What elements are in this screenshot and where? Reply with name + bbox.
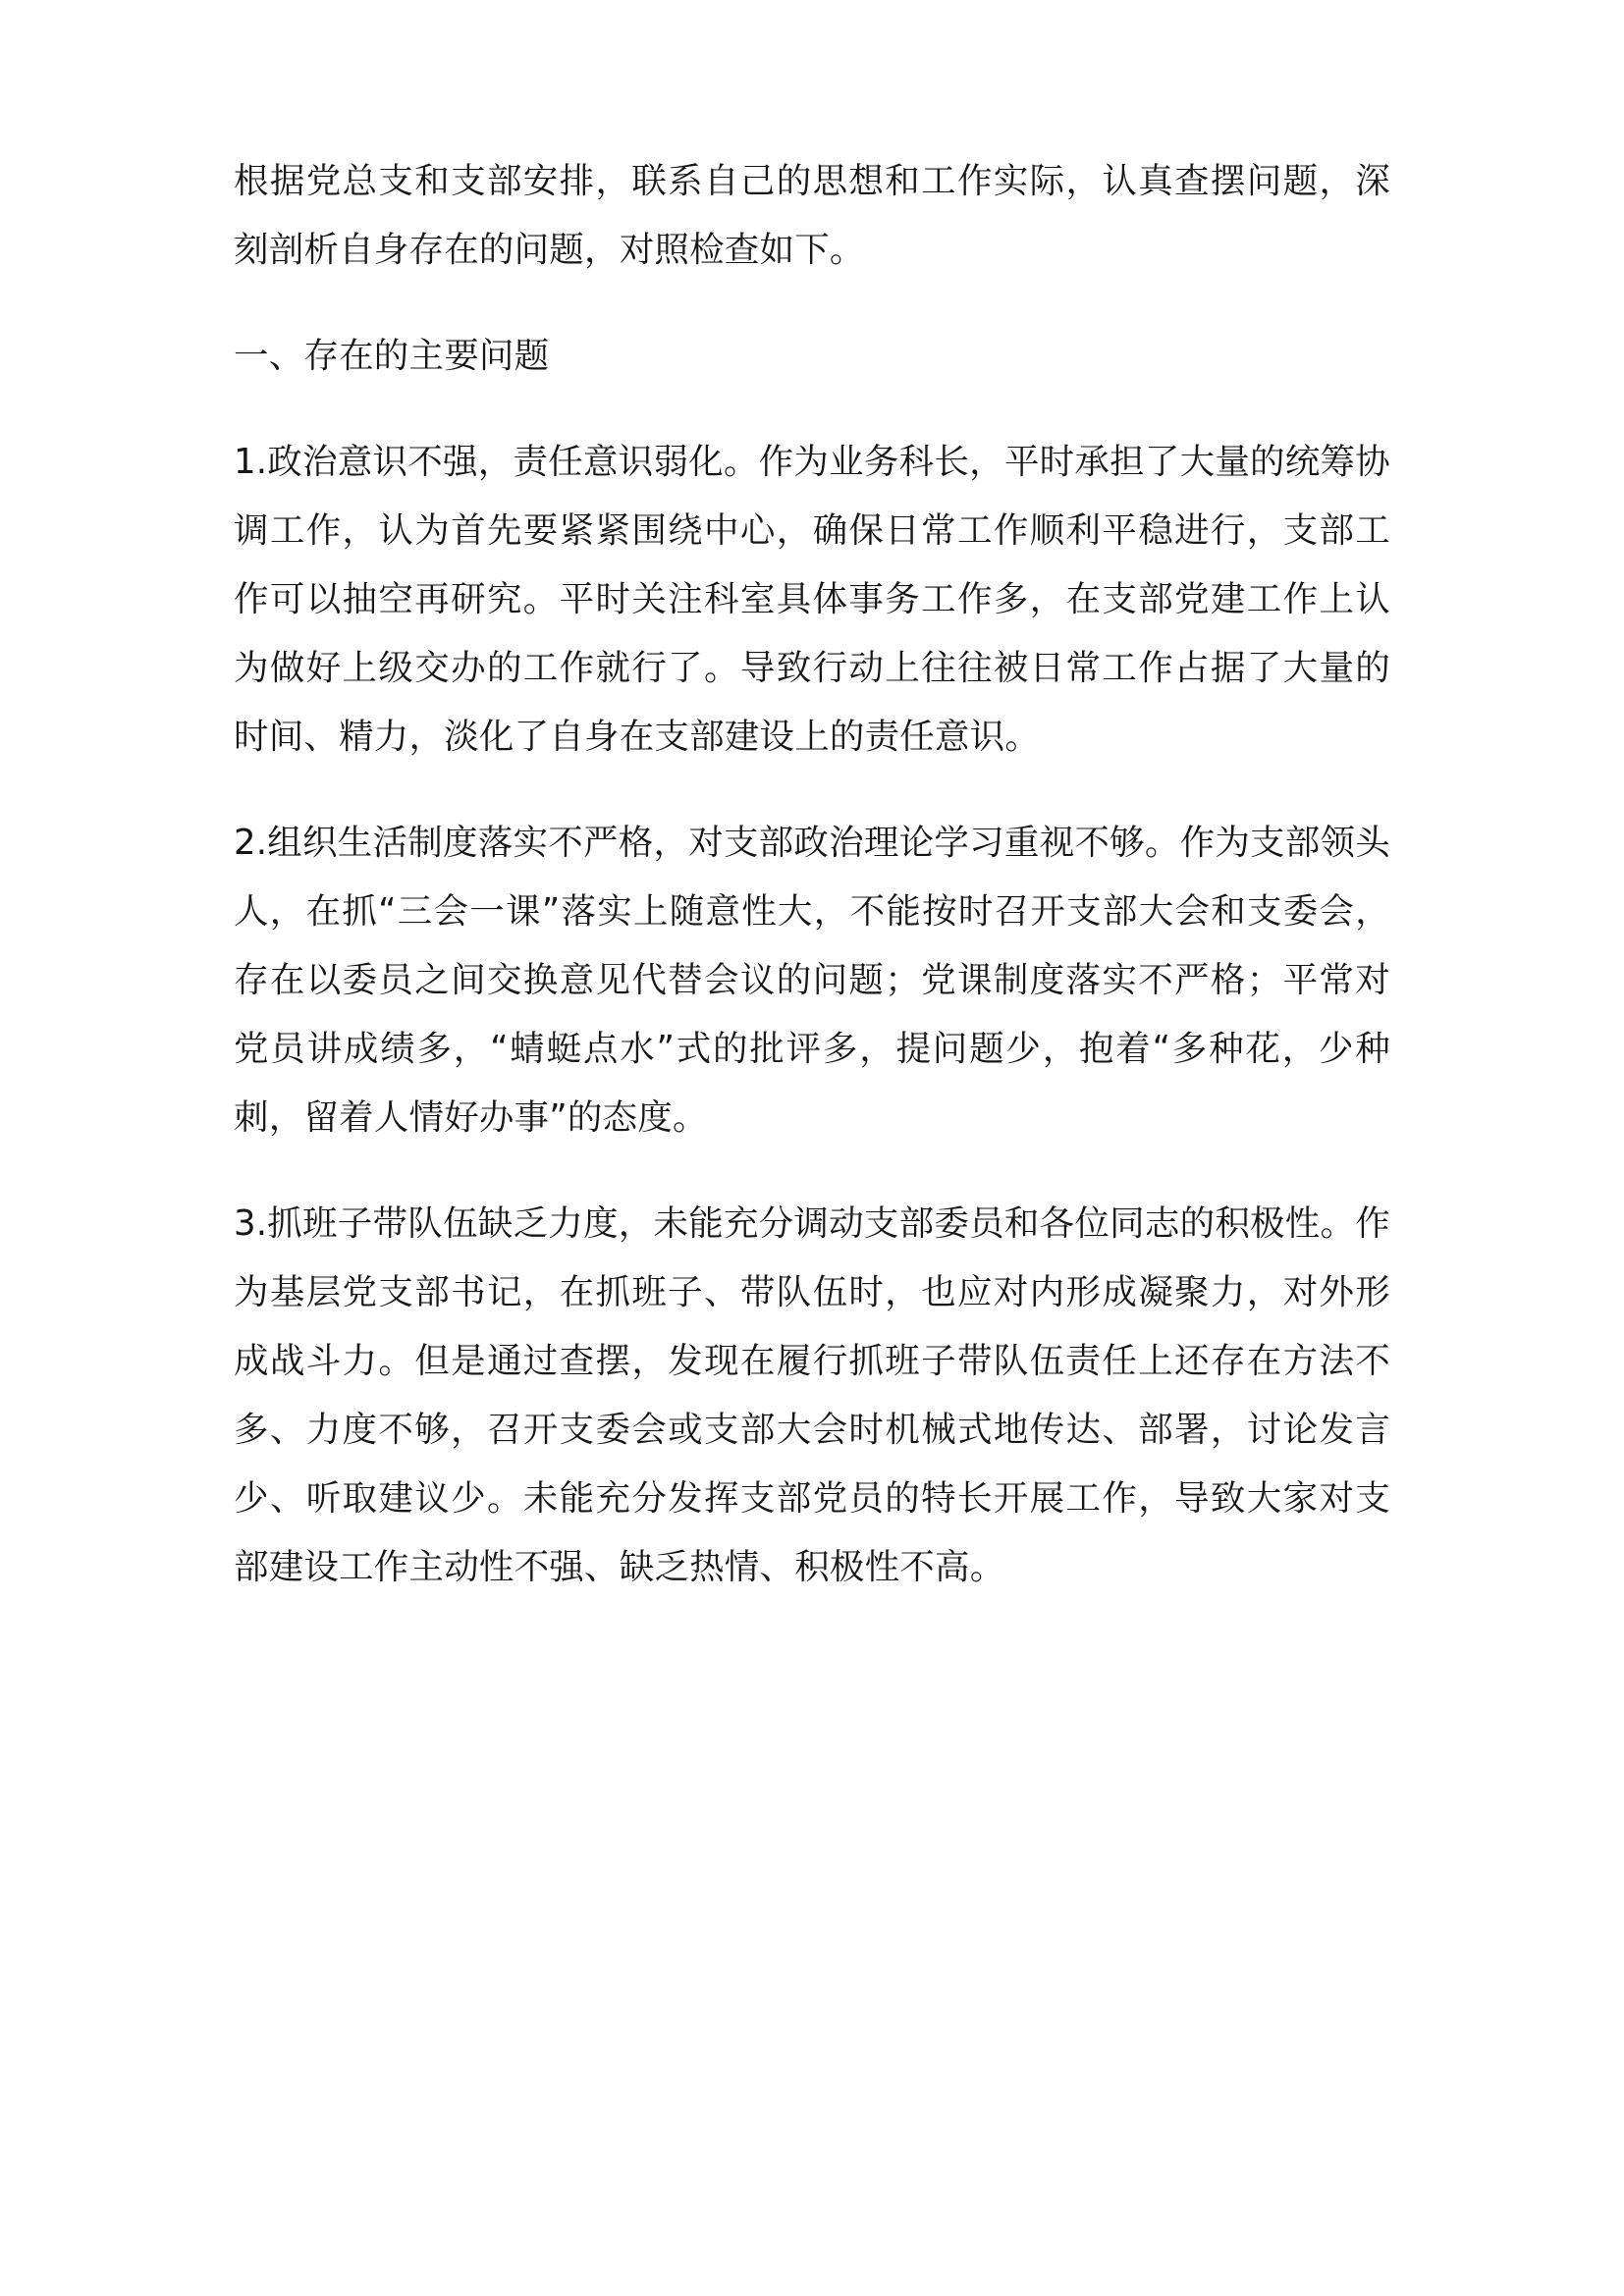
problem-item-3-paragraph: 3.抓班子带队伍缺乏力度，未能充分调动支部委员和各位同志的积极性。作为基层党支部书记，在抓班子、带队伍时，也应对内形成凝聚力，对外形成战斗力。但是通过查摆，发现在履行抓班子带队伍责任上还存在方法不多、力度不够，召开支委会或支部大会时机械式地传达、部署，讨论发言少、听取建议少。未能充分发挥支部党员的特长开展工作，导致大家对支部建设工作主动性不强、缺乏热情、积极性不高。: [234, 1203, 1390, 1587]
problem-item-2-paragraph: 2.组织生活制度落实不严格，对支部政治理论学习重视不够。作为支部领头人，在抓“三会一课”落实上随意性大，不能按时召开支部大会和支委会，存在以委员之间交换意见代替会议的问题；党课制度落实不严格；平常对党员讲成绩多，“蜻蜓点水”式的批评多，提问题少，抱着“多种花，少种刺，留着人情好办事”的态度。: [234, 823, 1390, 1138]
intro-paragraph: 根据党总支和支部安排，联系自己的思想和工作实际，认真查摆问题，深刻剖析自身存在的问题，对照检查如下。: [234, 161, 1390, 270]
problem-item-1-paragraph: 1.政治意识不强，责任意识弱化。作为业务科长，平时承担了大量的统筹协调工作，认为首先要紧紧围绕中心，确保日常工作顺利平稳进行，支部工作可以抽空再研究。平时关注科室具体事务工作多，在支部党建工作上认为做好上级交办的工作就行了。导致行动上往往被日常工作占据了大量的时间、精力，淡化了自身在支部建设上的责任意识。: [234, 442, 1390, 757]
section-heading-main-problems: 一、存在的主要问题: [234, 336, 550, 376]
document-body: [234, 147, 1390, 1602]
